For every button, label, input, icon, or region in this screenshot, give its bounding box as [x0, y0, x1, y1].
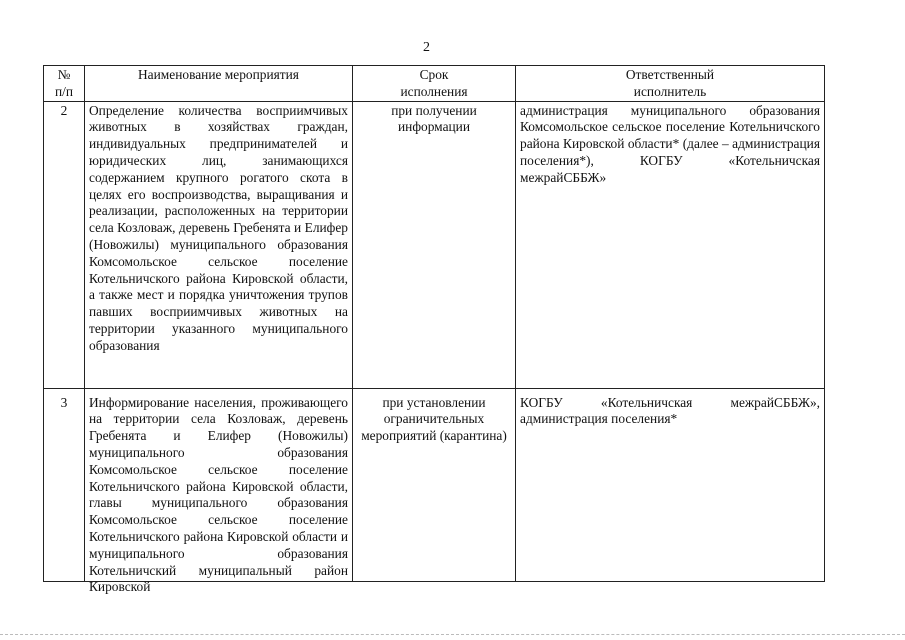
header-num-line2: п/п	[54, 83, 74, 99]
header-name: Наименование мероприятия	[85, 66, 353, 102]
row-number: 3	[44, 388, 85, 581]
row-number: 2	[44, 101, 85, 388]
table-row	[44, 388, 825, 581]
header-term-line1: Срок	[419, 67, 449, 82]
header-num	[44, 66, 85, 102]
header-responsible-line2: исполнитель	[633, 83, 707, 99]
event-description-cell	[85, 388, 353, 595]
header-responsible	[516, 66, 825, 102]
page-number: 2	[423, 40, 430, 55]
header-num-line1: №	[57, 67, 71, 82]
execution-term: при получении информации	[353, 101, 516, 388]
event-description: Информирование населения, проживающего на территории села Козловаж, деревень Гребенята и Елифер (Новожилы) муниципального образования Комсомольское сельское поселение Котельничского района Кировской области, главы муниципального образования Комсомольское сельское поселение Котельничского района Кировской области и муниципального образования Котельничский муниципальный район Кировской	[89, 394, 348, 595]
responsible-executor: КОГБУ «Котельничская межрайСББЖ», администрация поселения*	[516, 388, 825, 581]
responsible-executor: администрация муниципального образования Комсомольское сельское поселение Котельничского района Кировской области* (далее – администрация поселения*), КОГБУ «Котельничская межрайСББЖ»	[516, 101, 825, 388]
event-description: Определение количества восприимчивых животных в хозяйствах граждан, индивидуальных предпринимателей и юридических лиц, занимающихся содержанием крупного рогатого скота в целях его воспроизводства, выращивания и реализации, расположенных на территории села Козловаж, деревень Гребенята и Елифер (Новожилы) муниципального образования Комсомольское сельское поселение Котельничского района Кировской области, а также мест и порядка уничтожения трупов павших восприимчивых животных на территории указанного муниципального образования	[85, 101, 353, 388]
measures-table	[43, 65, 825, 595]
page-edge-line	[0, 634, 905, 635]
table-row	[44, 101, 825, 388]
header-term-line2: исполнения	[400, 83, 468, 99]
header-responsible-line1: Ответственный	[625, 67, 715, 82]
execution-term: при установлении ограничительных мероприятий (карантина)	[353, 388, 516, 581]
header-term	[353, 66, 516, 102]
table-header-row	[44, 66, 825, 102]
